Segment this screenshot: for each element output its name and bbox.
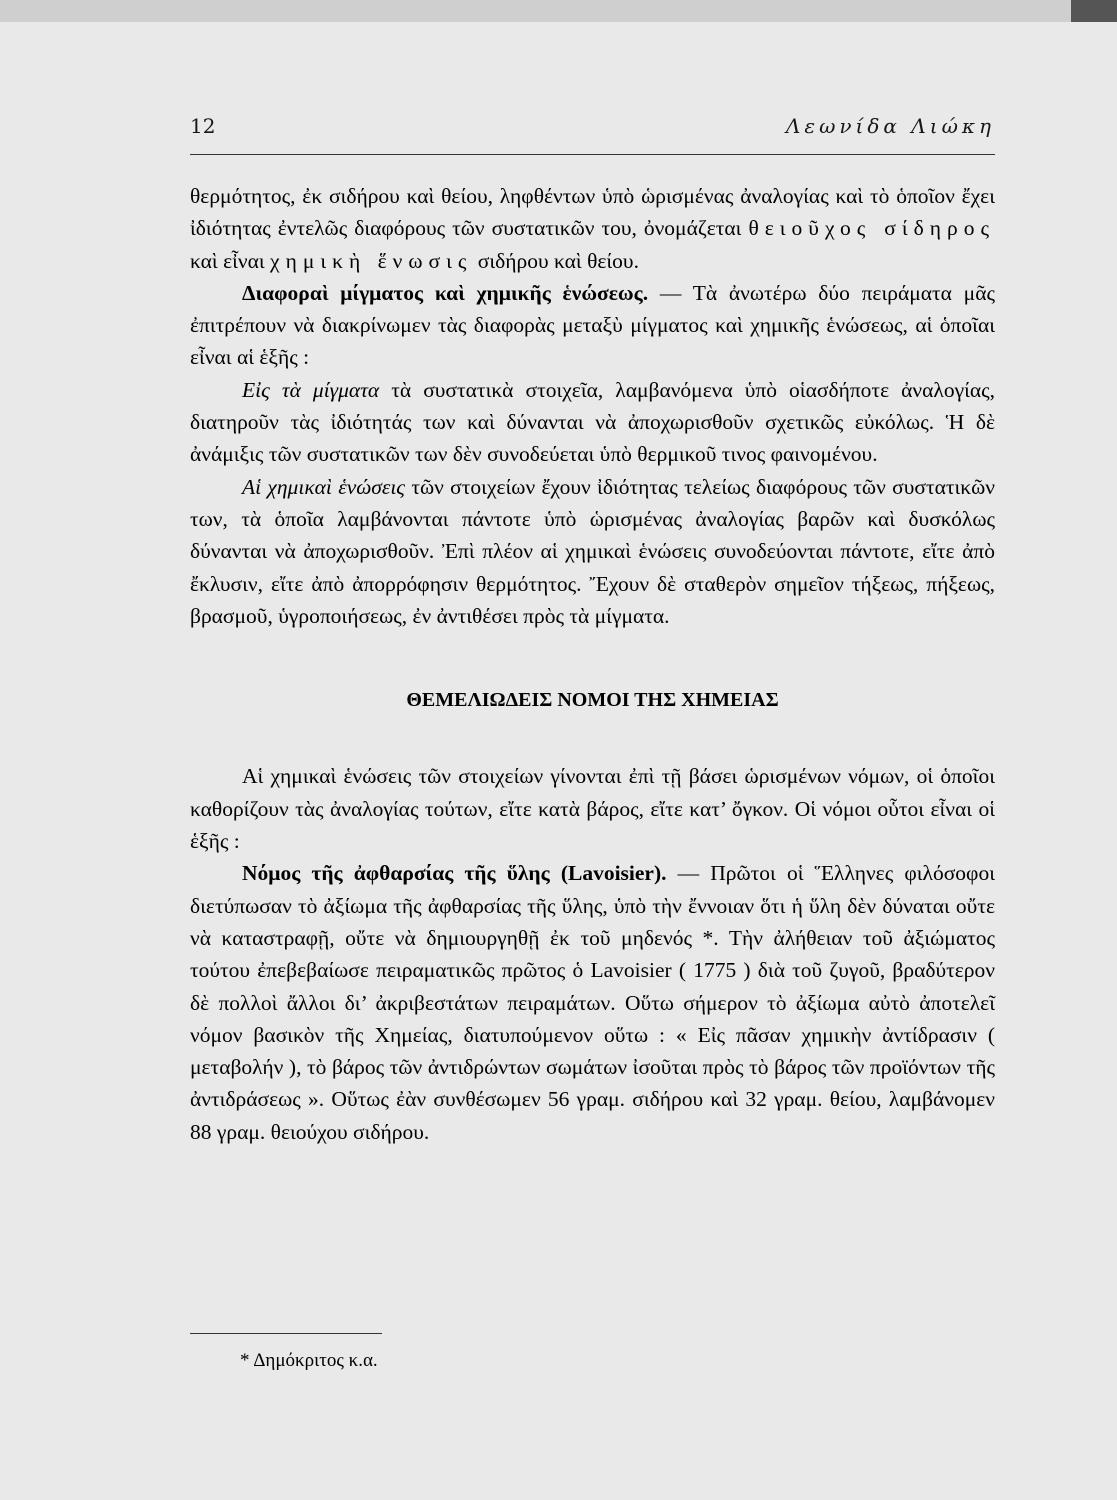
scan-top-strip bbox=[0, 0, 1117, 22]
paragraph: Εἰς τὰ μίγματα τὰ συστατικὰ στοιχεῖα, λαμβανόμενα ὑπὸ οἱασδήποτε ἀναλογίας, διατηροῦν τὰς ἰδιότητάς των καὶ δύνανται νὰ ἀποχωρισθοῦν σχετικῶς εὐκόλως. Ἡ δὲ ἀνάμιξις τῶν συστατικῶν των δὲν συνοδεύεται ὑπὸ θερμικοῦ τινος φαινομένου. bbox=[190, 377, 996, 467]
paragraph: θερμότητος, ἐκ σιδήρου καὶ θείου, ληφθέντων ὑπὸ ὡρισμένας ἀναλογίας καὶ τὸ ὁποῖον ἔχει ἰδιότητας ἐντελῶς διαφόρους τῶν συστατικῶν του, ὀνομάζεται θειοῦχος σίδηρος καὶ εἶναι χημικὴ ἕνωσις σιδήρου καὶ θείου. bbox=[190, 184, 995, 273]
spaced-term: χημικὴ ἕνωσις bbox=[270, 248, 473, 273]
page-body bbox=[190, 180, 995, 1148]
italic-term: Εἰς τὰ μίγματα bbox=[242, 377, 380, 402]
paragraph: Διαφοραὶ μίγματος καὶ χημικῆς ἑνώσεως. — Τὰ ἀνωτέρω δύο πειράματα μᾶς ἐπιτρέπουν νὰ διακρίνωμεν τὰς διαφορὰς μεταξὺ μίγματος καὶ χημικῆς ἑνώσεως, αἱ ὁποῖαι εἶναι αἱ ἑξῆς : bbox=[190, 280, 995, 370]
paragraph: Αἱ χημικαὶ ἑνώσεις τῶν στοιχείων γίνονται ἐπὶ τῇ βάσει ὡρισμένων νόμων, οἱ ὁποῖοι καθορίζουν τὰς ἀναλογίας τούτων, εἴτε κατὰ βάρος, εἴτε κατ’ ὄγκον. Οἱ νόμοι οὗτοι εἶναι οἱ ἑξῆς : bbox=[190, 764, 995, 854]
italic-term: Αἱ χημικαὶ ἑνώσεις bbox=[242, 474, 406, 499]
section-title: ΘΕΜΕΛΙΩΔΕΙΣ ΝΟΜΟΙ ΤΗΣ ΧΗΜΕΙΑΣ bbox=[406, 689, 779, 712]
footnote-divider bbox=[190, 1333, 382, 1334]
footnote: * Δημόκριτος κ.α. bbox=[240, 1350, 378, 1371]
spaced-term: θειοῦχος σίδηρος bbox=[748, 216, 995, 241]
scan-corner-shadow bbox=[1071, 0, 1117, 22]
running-head: Λεωνίδα Λιώκη bbox=[785, 114, 995, 138]
paragraph-heading: Νόμος τῆς ἀφθαρσίας τῆς ὕλης (Lavoisier). bbox=[242, 861, 667, 886]
paragraph: Αἱ χημικαὶ ἑνώσεις τῶν στοιχείων ἔχουν ἰδιότητας τελείως διαφόρους τῶν συστατικῶν των, τὰ ὁποῖα λαμβάνονται πάντοτε ὑπὸ ὡρισμένας ἀναλογίας βαρῶν καὶ δυσκόλως δύνανται νὰ ἀποχωρισθοῦν. Ἐπὶ πλέον αἱ χημικαὶ ἑνώσεις συνοδεύονται πάντοτε, εἴτε ἀπὸ ἔκλυσιν, εἴτε ἀπὸ ἀπορρόφησιν θερμότητος. Ἔχουν δὲ σταθερὸν σημεῖον τήξεως, πήξεως, βρασμοῦ, ὑγροποιήσεως, ἐν ἀντιθέσει πρὸς τὰ μίγματα. bbox=[190, 474, 995, 628]
page-number: 12 bbox=[190, 114, 216, 138]
page-header bbox=[190, 114, 995, 155]
paragraph-heading: Διαφοραὶ μίγματος καὶ χημικῆς ἑνώσεως. bbox=[242, 280, 649, 305]
paragraph: Νόμος τῆς ἀφθαρσίας τῆς ὕλης (Lavoisier). — Πρῶτοι οἱ Ἕλληνες φιλόσοφοι διετύπωσαν τὸ ἀξίωμα τῆς ἀφθαρσίας τῆς ὕλης, ὑπὸ τὴν ἔννοιαν ὅτι ἡ ὕλη δὲν δύναται οὔτε νὰ καταστραφῇ, οὔτε νὰ δημιουργηθῇ ἐκ τοῦ μηδενός *. Τὴν ἀλήθειαν τοῦ ἀξιώματος τούτου ἐπεβεβαίωσε πειραματικῶς πρῶτος ὁ Lavoisier ( 1775 ) διὰ τοῦ ζυγοῦ, βραδύτερον δὲ πολλοὶ ἄλλοι δι’ ἀκριβεστάτων πειραμάτων. Οὕτω σήμερον τὸ ἀξίωμα αὐτὸ ἀποτελεῖ νόμον βασικὸν τῆς Χημείας, διατυπούμενον οὕτω : « Εἰς πᾶσαν χημικὴν ἀντίδρασιν ( μεταβολήν ), τὸ βάρος τῶν ἀντιδρώντων σωμάτων ἰσοῦται πρὸς τὸ βάρος τῶν προϊόντων τῆς ἀντιδράσεως ». Οὕτως ἐὰν συνθέσωμεν 56 γραμ. σιδήρου καὶ 32 γραμ. θείου, λαμβάνομεν 88 γραμ. θειούχου σιδήρου. bbox=[190, 861, 995, 1144]
